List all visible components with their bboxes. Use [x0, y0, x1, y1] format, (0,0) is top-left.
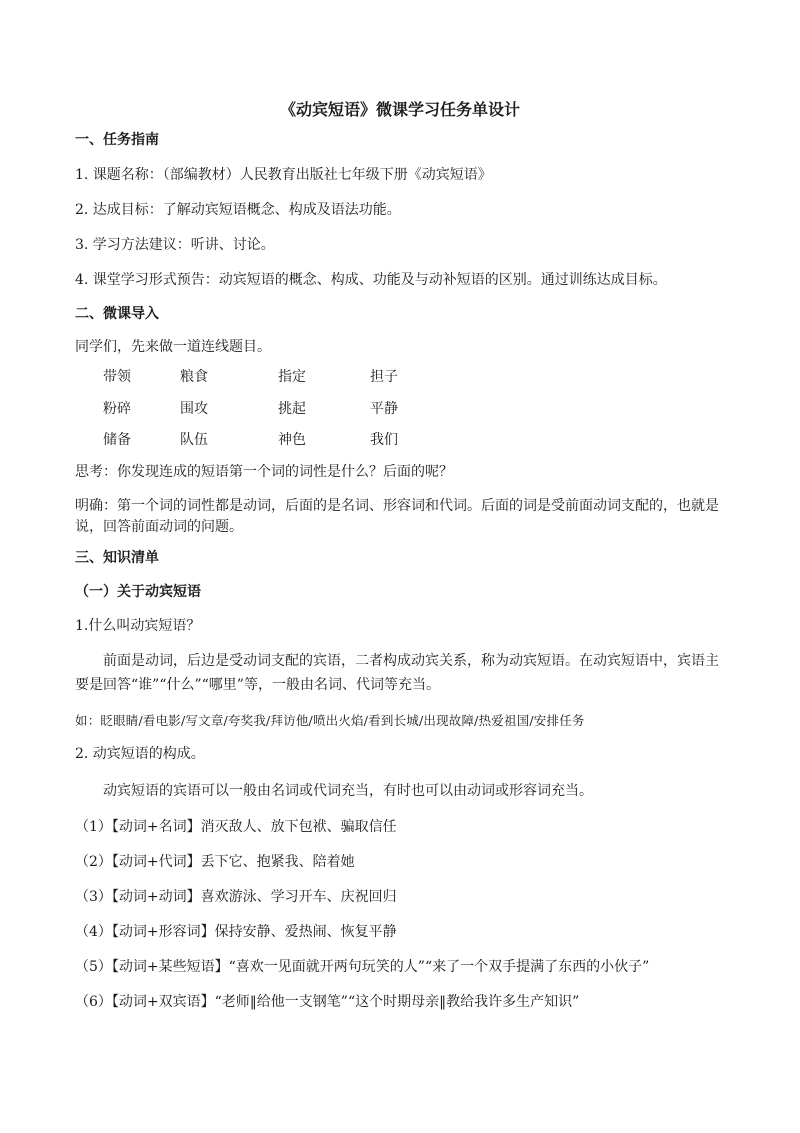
section-heading-knowledge: 三、知识清单	[75, 550, 159, 566]
grid-word: 平静	[370, 401, 398, 417]
task-item-topic: 1. 课题名称：（部编教材）人民教育出版社七年级下册《动宾短语》	[75, 167, 492, 183]
grid-word: 指定	[278, 369, 306, 385]
task-item-goal: 2. 达成目标：了解动宾短语概念、构成及语法功能。	[75, 202, 401, 218]
type-verb-pronoun: （2）【动词+代词】丢下它、抱紧我、陪着她	[75, 854, 355, 870]
definition-line-2: 要是回答“谁”“什么”“哪里”等，一般由名词、代词等充当。	[75, 677, 440, 693]
type-verb-adjective: （4）【动词+形容词】保持安静、爱热闹、恢复平静	[75, 924, 397, 940]
composition-intro: 动宾短语的宾语可以一般由名词或代词充当，有时也可以由动词或形容词充当。	[103, 783, 593, 799]
grid-word: 队伍	[180, 432, 208, 448]
grid-word: 神色	[278, 432, 306, 448]
grid-word: 担子	[370, 369, 398, 385]
grid-word: 粮食	[180, 369, 208, 385]
question-definition: 1.什么叫动宾短语？	[75, 618, 201, 634]
grid-word: 粉碎	[103, 401, 131, 417]
clarify-line-1: 明确：第一个词的词性都是动词，后面的是名词、形容词和代词。后面的词是受前面动词支配的，也就是	[75, 498, 719, 514]
type-verb-double-object: （6）【动词+双宾语】“老师‖给他一支钢笔”“这个时期母亲‖教给我许多生产知识”	[75, 994, 580, 1010]
section-heading-task-guide: 一、任务指南	[75, 132, 159, 148]
grid-word: 挑起	[278, 401, 306, 417]
grid-word: 带领	[103, 369, 131, 385]
grid-word: 我们	[370, 432, 398, 448]
grid-word: 围攻	[180, 401, 208, 417]
type-verb-noun: （1）【动词+名词】消灭敌人、放下包袱、骗取信任	[75, 819, 397, 835]
type-verb-phrase: （5）【动词+某些短语】“喜欢一见面就开两句玩笑的人”“来了一个双手提满了东西的小伙子”	[75, 959, 650, 975]
type-verb-verb: （3）【动词+动词】喜欢游泳、学习开车、庆祝回归	[75, 889, 397, 905]
task-item-preview: 4. 课堂学习形式预告：动宾短语的概念、构成、功能及与动补短语的区别。通过训练达成目标。	[75, 272, 667, 288]
grid-word: 储备	[103, 432, 131, 448]
task-item-method: 3. 学习方法建议：听讲、讨论。	[75, 237, 275, 253]
section-heading-intro: 二、微课导入	[75, 306, 159, 322]
question-composition: 2. 动宾短语的构成。	[75, 746, 205, 762]
intro-text: 同学们，先来做一道连线题目。	[75, 339, 271, 355]
definition-line-1: 前面是动词，后边是受动词支配的宾语，二者构成动宾关系，称为动宾短语。在动宾短语中，宾语主	[103, 653, 719, 669]
clarify-line-2: 说，回答前面动词的问题。	[75, 519, 243, 535]
examples-line: 如：眨眼睛/看电影/写文章/夸奖我/拜访他/喷出火焰/看到长城/出现故障/热爱祖国/安排任务	[75, 713, 585, 728]
document-title: 《动宾短语》微课学习任务单设计	[279, 100, 520, 119]
think-question: 思考：你发现连成的短语第一个词的词性是什么？后面的呢？	[75, 464, 453, 480]
subsection-heading-about: （一）关于动宾短语	[75, 584, 201, 600]
